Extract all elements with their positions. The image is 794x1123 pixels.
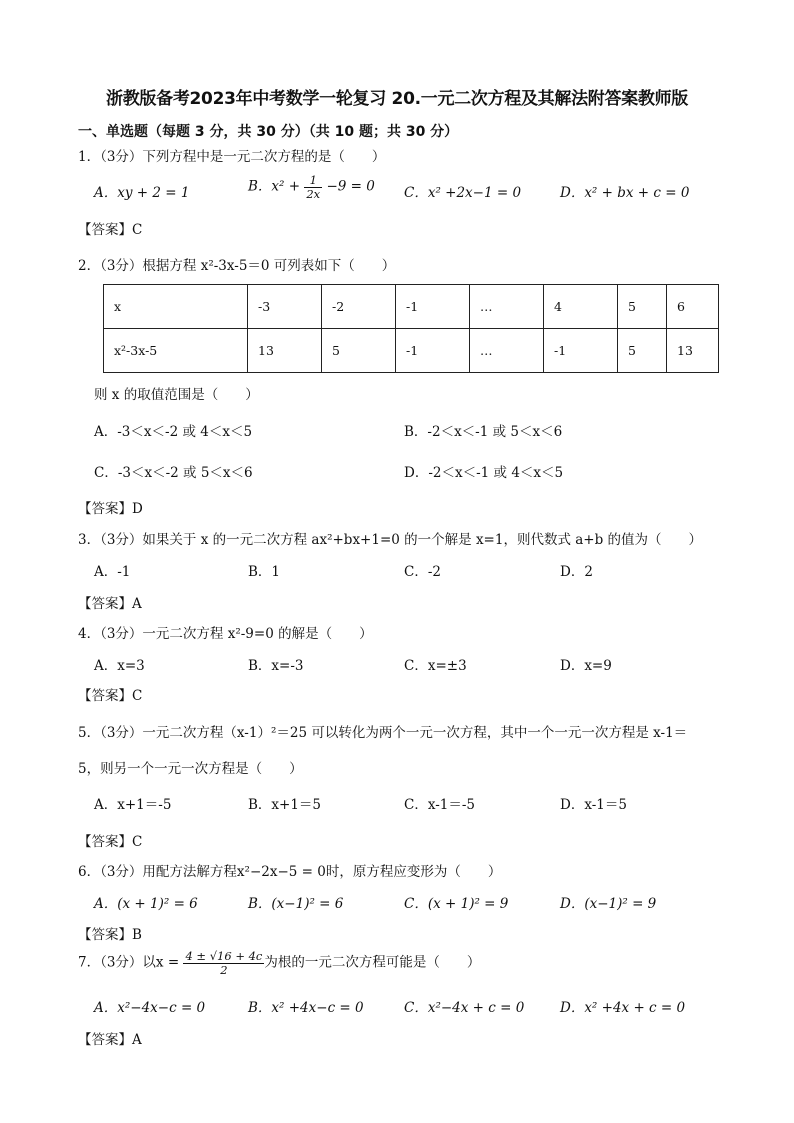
q3-answer-value: A: [132, 596, 142, 612]
q2-option-b: B．-2＜x＜-1 或 5＜x＜6: [404, 424, 563, 440]
q7-option-d: D．x² +4x + c = 0: [560, 1000, 686, 1016]
q6-option-b: B．(x−1)² = 6: [248, 896, 344, 912]
table-cell: 4: [544, 285, 618, 329]
answer-label: 【答案】: [78, 596, 132, 612]
q5-answer-value: C: [132, 834, 143, 850]
table-cell: 5: [618, 285, 667, 329]
q7-option-c: C．x²−4x + c = 0: [404, 1000, 525, 1016]
q7-answer-value: A: [132, 1032, 142, 1048]
q2-option-c: C．-3＜x＜-2 或 5＜x＜6: [94, 465, 253, 481]
q7-root-fraction: [183, 950, 264, 976]
q7-fraction-numerator: 4 ± √16 + 4c: [185, 949, 263, 963]
q4-answer-value: C: [132, 688, 143, 704]
question-5-stem-line2: 5，则另一个一元一次方程是（ ）: [78, 761, 303, 777]
q2-answer-value: D: [132, 501, 143, 517]
table-cell: 13: [248, 329, 322, 373]
table-cell: 5: [322, 329, 396, 373]
q1-answer: [78, 218, 142, 238]
table-cell: …: [470, 285, 544, 329]
table-cell: x²-3x-5: [104, 329, 248, 373]
q5-answer: [78, 830, 142, 850]
q4-answer: [78, 684, 142, 704]
table-cell: …: [470, 329, 544, 373]
q7-answer: [78, 1028, 142, 1048]
q1-fraction-numerator: 1: [304, 174, 322, 188]
table-cell: -1: [544, 329, 618, 373]
q5-option-a: A．x+1＝-5: [94, 797, 172, 813]
q3-answer: [78, 592, 142, 612]
table-cell: -1: [396, 329, 470, 373]
table-cell: -2: [322, 285, 396, 329]
q2-sub-question: 则 x 的取值范围是（ ）: [94, 387, 259, 403]
q7-option-b: B．x² +4x−c = 0: [248, 1000, 364, 1016]
answer-label: 【答案】: [78, 688, 132, 704]
q7-stem-post: 为根的一元二次方程可能是（ ）: [264, 954, 481, 971]
q4-option-a: A．x=3: [94, 658, 145, 674]
q1-option-b: [248, 174, 375, 200]
answer-label: 【答案】: [78, 834, 132, 850]
q1-option-b-post: −9 = 0: [322, 178, 375, 195]
q2-answer: [78, 497, 143, 517]
q3-option-a: A．-1: [94, 564, 131, 580]
q4-option-b: B．x=-3: [248, 658, 304, 674]
q6-option-c: C．(x + 1)² = 9: [404, 896, 509, 912]
table-cell: 6: [667, 285, 719, 329]
q1-option-b-fraction: [304, 174, 322, 200]
table-cell: 5: [618, 329, 667, 373]
question-3-stem: 3．（3分）如果关于 x 的一元二次方程 ax²+bx+1=0 的一个解是 x=1，则代数式 a+b 的值为（ ）: [78, 532, 703, 548]
table-cell: -1: [396, 285, 470, 329]
question-2-stem: 2．（3分）根据方程 x²-3x-5＝0 可列表如下（ ）: [78, 258, 396, 274]
q5-option-d: D．x-1＝5: [560, 797, 627, 813]
question-1-stem: 1．（3分）下列方程中是一元二次方程的是（ ）: [78, 149, 386, 165]
q7-stem-pre: 7．（3分）以x =: [78, 954, 184, 971]
table-row: [104, 329, 719, 373]
q6-answer-value: B: [132, 927, 142, 943]
q3-option-b: B．1: [248, 564, 281, 580]
question-4-stem: 4．（3分）一元二次方程 x²-9=0 的解是（ ）: [78, 626, 373, 642]
table-cell: 13: [667, 329, 719, 373]
document-title: 浙教版备考2023年中考数学一轮复习 20.一元二次方程及其解法附答案教师版: [106, 89, 688, 109]
q3-option-c: C．-2: [404, 564, 441, 580]
q6-option-a: A．(x + 1)² = 6: [94, 896, 198, 912]
question-7-stem: [78, 950, 480, 976]
q4-option-c: C．x=±3: [404, 658, 467, 674]
q5-option-c: C．x-1＝-5: [404, 797, 476, 813]
q1-option-d: D．x² + bx + c = 0: [560, 185, 690, 201]
q1-option-b-pre: B．x² +: [248, 178, 305, 195]
q2-value-table: [103, 284, 719, 373]
q6-option-d: D．(x−1)² = 9: [560, 896, 657, 912]
q1-option-a: A．xy + 2 = 1: [94, 185, 190, 201]
answer-label: 【答案】: [78, 501, 132, 517]
q7-option-a: A．x²−4x−c = 0: [94, 1000, 206, 1016]
q1-fraction-denominator: 2x: [306, 186, 321, 201]
q1-answer-value: C: [132, 222, 143, 238]
q3-option-d: D．2: [560, 564, 593, 580]
table-cell: x: [104, 285, 248, 329]
q6-answer: [78, 923, 142, 943]
q2-option-a: A．-3＜x＜-2 或 4＜x＜5: [94, 424, 253, 440]
q2-option-d: D．-2＜x＜-1 或 4＜x＜5: [404, 465, 564, 481]
answer-label: 【答案】: [78, 927, 132, 943]
section-heading: 一、单选题（每题 3 分，共 30 分）（共 10 题；共 30 分）: [78, 124, 459, 140]
q7-fraction-denominator: 2: [220, 962, 228, 977]
q4-option-d: D．x=9: [560, 658, 612, 674]
table-row: [104, 285, 719, 329]
question-6-stem: 6．（3分）用配方法解方程x²−2x−5 = 0时，原方程应变形为（ ）: [78, 864, 502, 880]
answer-label: 【答案】: [78, 222, 132, 238]
table-cell: -3: [248, 285, 322, 329]
q5-option-b: B．x+1＝5: [248, 797, 322, 813]
q1-option-c: C．x² +2x−1 = 0: [404, 185, 522, 201]
answer-label: 【答案】: [78, 1032, 132, 1048]
question-5-stem-line1: 5．（3分）一元二次方程（x-1）²＝25 可以转化为两个一元一次方程，其中一个一元一次方程是 x-1＝: [78, 725, 688, 741]
